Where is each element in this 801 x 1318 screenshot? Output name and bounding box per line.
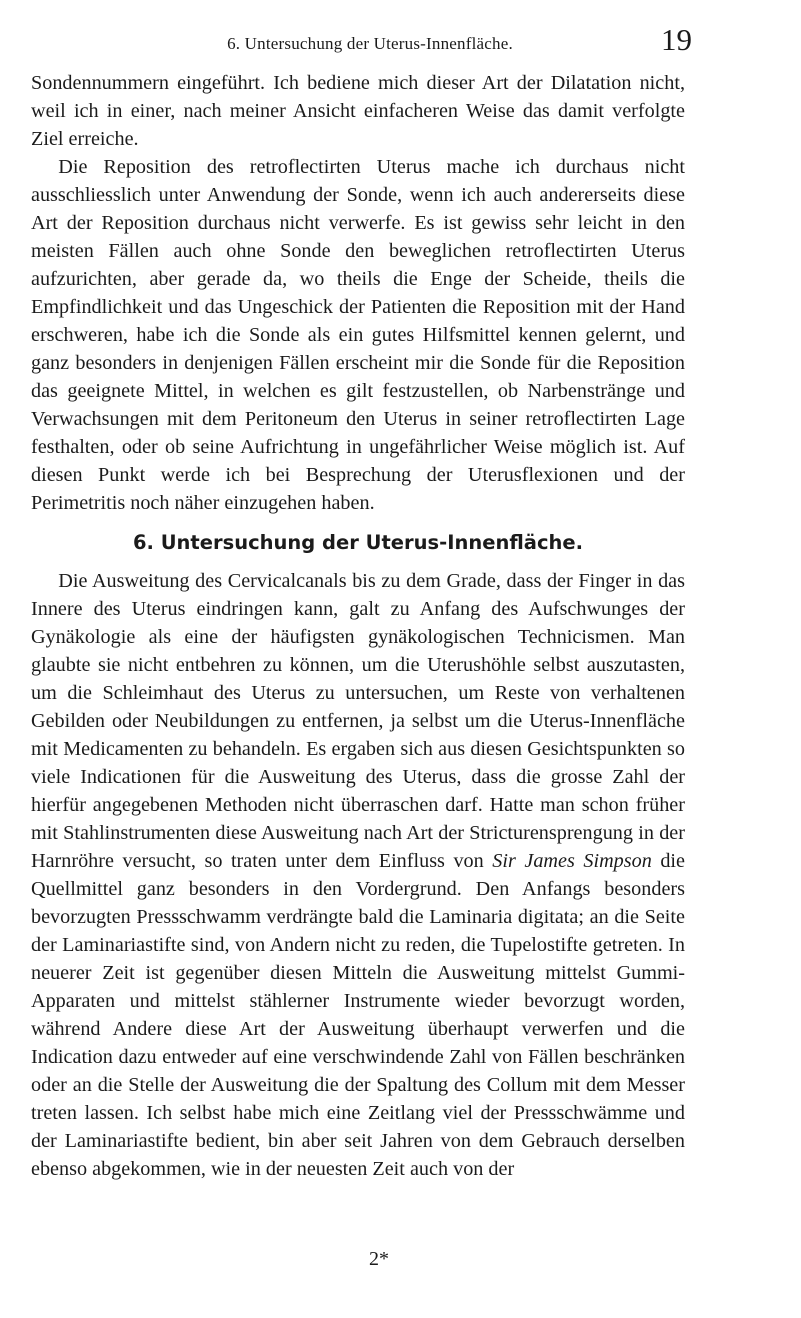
paragraph-text-part: die Quellmittel ganz besonders in den Vordergrund. Den Anfangs besonders bevorzugten Pressschwamm verdrängte bald die Laminaria digitata; an die Seite der Laminariastifte sind, von Andern nicht zu reden, die Tupelostifte getreten. In neuerer Zeit ist gegenüber diesen Mitteln die Ausweitung mittelst Gummi-Apparaten und mittelst stählerner Instrumente wieder bevorzugt worden, während Andere diese Art der Ausweitung überhaupt verwerfen und die Indication dazu entweder auf eine verschwindende Zahl von Fällen beschränken oder an die Stelle der Ausweitung die der Spaltung des Collum mit dem Messer treten lassen. Ich selbst habe mich eine Zeitlang viel der Pressschwämme und der Laminariastifte bedient, bin aber seit Jahren von dem Gebrauch derselben ebenso abgekommen, wie in der neuesten Zeit auch von der xyxy=(31,850,685,1180)
body-text xyxy=(31,69,685,1183)
page-number: 19 xyxy=(661,22,692,57)
paragraph-text-part: Die Ausweitung des Cervicalcanals bis zu dem Grade, dass der Finger in das Innere des Uterus eindringen kann, galt zu Anfang des Aufschwunges der Gynäkologie als eine der häufigsten gynäkologischen Technicismen. Man glaubte sie nicht entbehren zu können, um die Uterushöhle selbst auszutasten, um die Schleimhaut des Uterus zu untersuchen, um Reste von verhaltenen Gebilden oder Neubildungen zu entfernen, ja selbst um die Uterus-Innenfläche mit Medicamenten zu behandeln. Es ergaben sich aus diesen Gesichtspunkten so viele Indicationen für die Ausweitung des Uterus, dass die grosse Zahl der hierfür angegebenen Methoden nicht überraschen darf. Hatte man schon früher mit Stahlinstrumenten diese Ausweitung nach Art der Stricturensprengung in der Harnröhre versucht, so traten unter dem Einfluss von xyxy=(31,570,685,872)
running-title: 6. Untersuchung der Uterus-Innenfläche. xyxy=(227,34,513,53)
person-name: Sir James Simpson xyxy=(492,850,652,872)
paragraph-reposition: Die Reposition des retroflectirten Uterus mache ich durchaus nicht ausschliesslich unter Anwendung der Sonde, wenn ich auch andererseits diese Art der Reposition durchaus nicht verwerfe. Es ist gewiss sehr leicht in den meisten Fällen auch ohne Sonde den beweglichen retroflectirten Uterus aufzurichten, aber gerade da, wo theils die Enge der Scheide, theils die Empfindlichkeit und das Ungeschick der Patienten die Reposition mit der Hand erschweren, habe ich die Sonde als ein gutes Hilfsmittel kennen gelernt, und ganz besonders in denjenigen Fällen erscheint mir die Sonde für die Reposition das geeignete Mittel, in welchen es gilt festzustellen, ob Narbenstränge und Verwachsungen mit dem Peritoneum den Uterus in seiner retroflectirten Lage festhalten, oder ob seine Aufrichtung in ungefährlicher Weise möglich ist. Auf diesen Punkt werde ich bei Besprechung der Uterusflexionen und der Perimetritis noch näher einzugehen haben. xyxy=(31,156,685,514)
section-heading: 6. Untersuchung der Uterus-Innenfläche. xyxy=(132,531,584,554)
running-head xyxy=(30,12,710,60)
paragraph-ausweitung xyxy=(31,567,685,1183)
paragraph-continuation: Sondennummern eingeführt. Ich bediene mich dieser Art der Dilatation nicht, weil ich in einer, nach meiner Ansicht einfacheren Weise das damit verfolgte Ziel erreiche. xyxy=(31,72,685,150)
signature-mark: 2* xyxy=(369,1248,389,1270)
